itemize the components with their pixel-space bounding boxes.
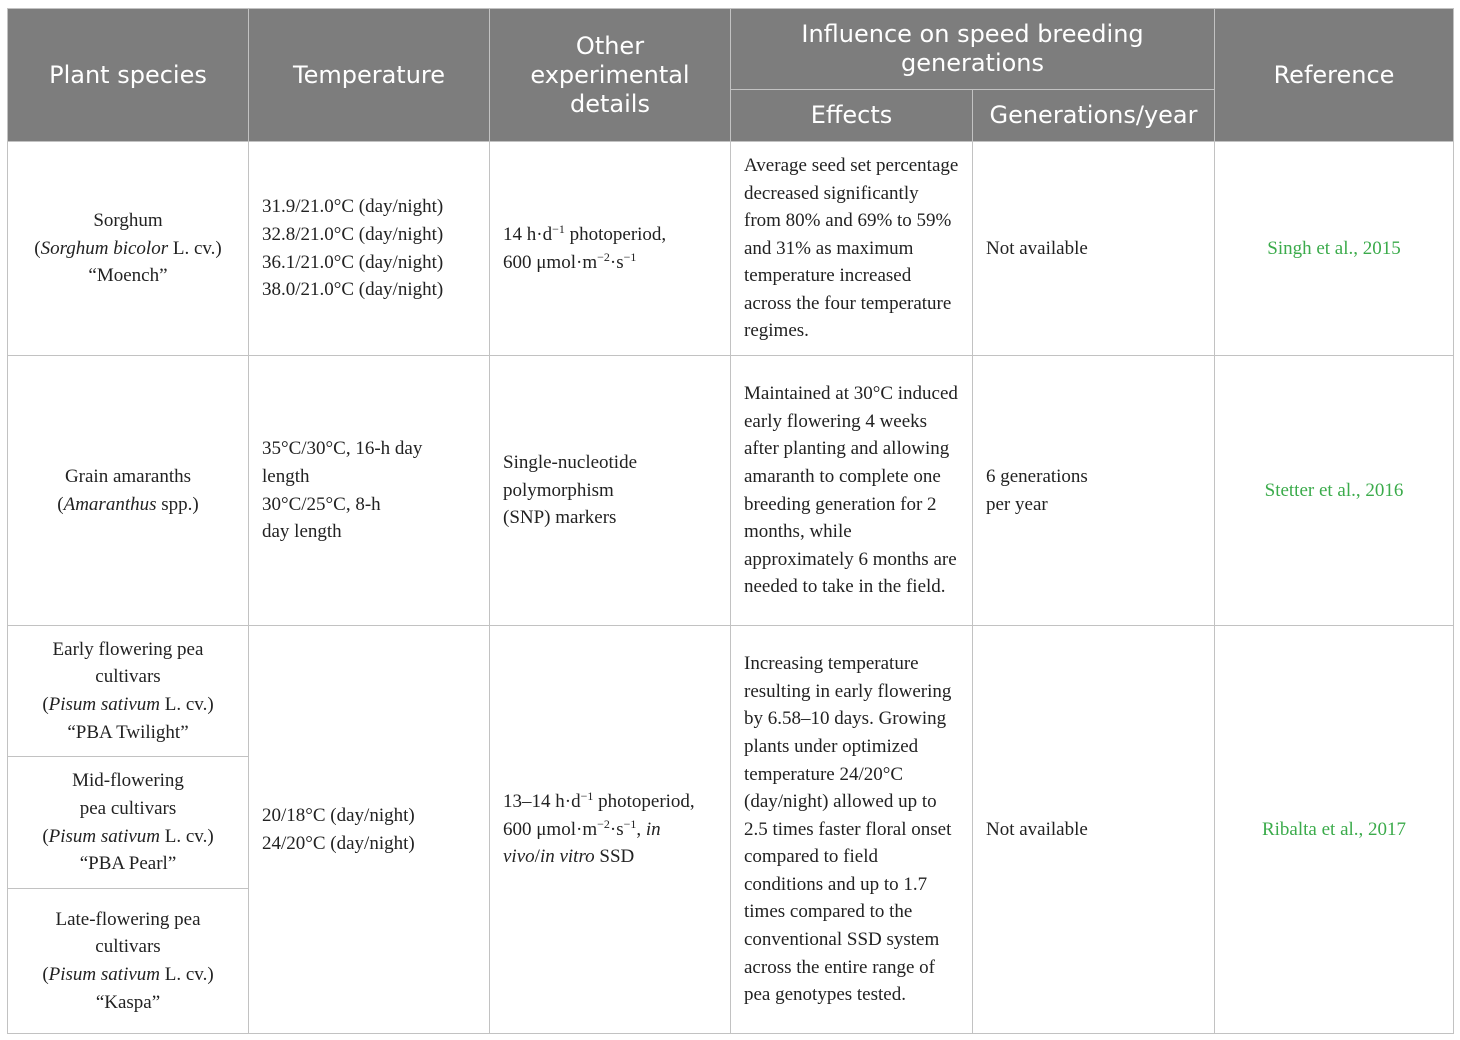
species-scientific: (Pisum sativum L. cv.) [42,964,214,985]
temperature-line: 24/20°C (day/night) [262,832,415,854]
table-row [8,356,1454,626]
temperature-line: 32.8/21.0°C (day/night) [262,223,444,245]
temperature-line: 20/18°C (day/night) [262,804,415,826]
header-temperature: Temperature [249,9,490,142]
details-light: 600 $\mu mol\cdot m^{-2}\cdot s^{-1}$, in [503,816,661,840]
details-cell [490,142,731,356]
details-photoperiod: 14 $h\cdot d^{-1}$ photoperiod, [503,221,667,245]
generations-line: per year [986,493,1048,515]
header-reference: Reference [1215,9,1454,142]
species-name: Early flowering pea [52,638,204,660]
header-effects: Effects [731,90,973,142]
table-row [8,626,1454,757]
species-name: Late-flowering pea [55,908,201,930]
temperature-line: day length [262,521,342,543]
species-name: Sorghum [93,210,163,232]
generations-line: 6 generations [986,465,1088,487]
species-cell [8,356,249,626]
species-cell [8,142,249,356]
species-scientific: (Sorghum bicolor L. cv.) [34,237,222,259]
reference-link[interactable]: Ribalta et al., 2017 [1215,626,1454,1034]
table-row [8,142,1454,356]
details-cell [490,626,731,1034]
temperature-line: 38.0/21.0°C (day/night) [262,279,444,301]
species-scientific: (Amaranthus spp.) [57,493,199,515]
header-other-details: Other experimental details [490,9,731,142]
generations-cell: Not available [973,626,1215,1034]
temperature-cell [249,626,490,1034]
speed-breeding-table [7,8,1454,1034]
temperature-cell [249,356,490,626]
details-light: 600 $\mu mol\cdot m^{-2}\cdot s^{-1}$ [503,249,637,273]
species-name: cultivars [95,936,161,958]
temperature-line: 35°C/30°C, 16-h day [262,438,423,460]
details-line: polymorphism [503,479,614,501]
reference-link[interactable]: Stetter et al., 2016 [1215,356,1454,626]
temperature-cell [249,142,490,356]
details-line: (SNP) markers [503,507,617,529]
details-cell [490,356,731,626]
species-name: Mid-flowering [72,770,184,792]
details-method: vivo/in vitro SSD [503,846,635,868]
temperature-line: 30°C/25°C, 8-h [262,493,381,515]
species-cell [8,757,249,889]
species-cultivar: “Kaspa” [95,991,161,1013]
details-photoperiod: 13–14 $h\cdot d^{-1}$ photoperiod, [503,789,695,813]
species-scientific: (Pisum sativum L. cv.) [42,694,214,715]
effects-cell: Maintained at 30°C induced early flowering 4 weeks after planting and allowing amaranth to complete one breeding generation for 2 months, while approximately 6 months are needed to take in the field. [731,356,973,626]
species-cultivar: “Moench” [88,265,168,287]
species-scientific: (Pisum sativum L. cv.) [42,825,214,847]
species-cell [8,626,249,757]
details-line: Single-nucleotide [503,452,638,474]
species-name: Grain amaranths [64,465,192,487]
header-influence: Influence on speed breeding generations [731,9,1215,90]
species-cultivar: “PBA Twilight” [67,721,189,743]
generations-cell [973,356,1215,626]
reference-link[interactable]: Singh et al., 2015 [1215,142,1454,356]
header-generations: Generations/year [973,90,1215,142]
temperature-line: 31.9/21.0°C (day/night) [262,196,444,218]
effects-cell: Increasing temperature resulting in early flowering by 6.58–10 days. Growing plants under optimized temperature 24/20°C (day/night) allowed up to 2.5 times faster floral onset compared to field conditions and up to 1.7 times compared to the conventional SSD system across the entire range of pea genotypes tested. [731,626,973,1034]
temperature-line: length [262,465,310,487]
species-name: pea cultivars [79,797,177,819]
effects-cell: Average seed set percentage decreased significantly from 80% and 69% to 59% and 31% as maximum temperature increased across the four temperature regimes. [731,142,973,356]
species-cell [8,889,249,1034]
generations-cell: Not available [973,142,1215,356]
species-name: cultivars [95,666,161,688]
temperature-line: 36.1/21.0°C (day/night) [262,251,444,273]
header-plant-species: Plant species [8,9,249,142]
species-cultivar: “PBA Pearl” [79,853,177,875]
